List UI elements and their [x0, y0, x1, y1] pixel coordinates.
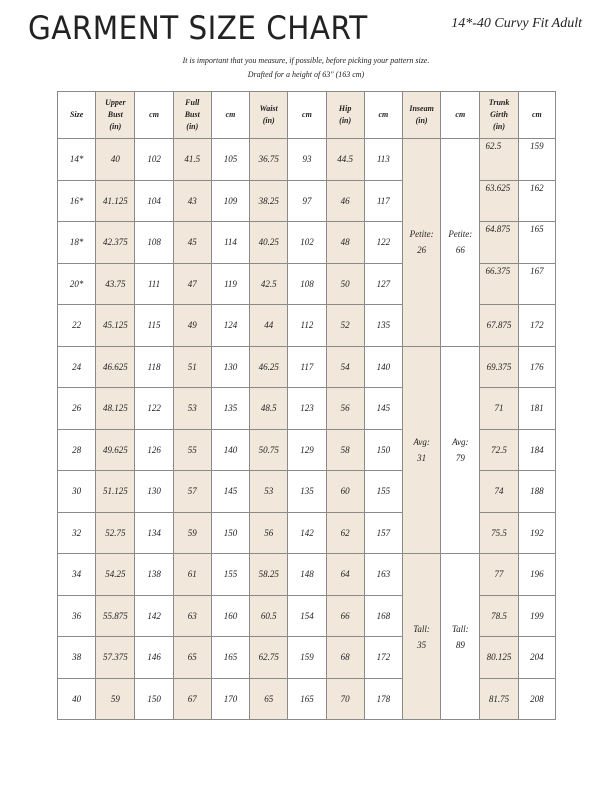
cell-upper-bust-cm: 138 — [135, 554, 173, 596]
cell-waist-in: 65 — [250, 678, 288, 720]
cell-full-bust-cm: 114 — [211, 222, 249, 264]
cell-value: 89 — [455, 639, 465, 650]
cell-value: 79 — [455, 452, 465, 463]
inseam-group-in — [402, 139, 440, 347]
size-range-subtitle: 14*-40 Curvy Fit Adult — [451, 16, 582, 31]
cell-upper-bust-cm: 104 — [135, 180, 173, 222]
cell-size: 20* — [58, 263, 96, 305]
table-row — [58, 678, 556, 720]
cell-value: 66.375 — [485, 265, 511, 276]
cell-upper-bust-cm: 115 — [135, 305, 173, 347]
header-hip: Hip (in) — [326, 92, 364, 139]
cell-trunk-cm — [518, 263, 555, 305]
table-row — [58, 388, 556, 430]
cell-trunk-cm: 199 — [518, 595, 555, 637]
cell-trunk-cm — [518, 180, 555, 222]
cell-upper-bust-in: 52.75 — [96, 512, 135, 554]
cell-full-bust-cm: 109 — [211, 180, 249, 222]
cell-waist-cm: 129 — [288, 429, 326, 471]
cell-full-bust-in: 43 — [173, 180, 211, 222]
cell-trunk-in: 77 — [480, 554, 518, 596]
cell-full-bust-cm: 150 — [211, 512, 249, 554]
cell-waist-in: 48.5 — [250, 388, 288, 430]
cell-trunk-cm: 192 — [518, 512, 555, 554]
cell-trunk-in: 78.5 — [480, 595, 518, 637]
cell-hip-cm: 135 — [364, 305, 402, 347]
cell-trunk-in: 80.125 — [480, 637, 518, 679]
cell-trunk-cm — [518, 139, 555, 181]
cell-waist-in: 56 — [250, 512, 288, 554]
cell-size: 28 — [58, 429, 96, 471]
cell-full-bust-cm: 130 — [211, 346, 249, 388]
cell-hip-cm: 163 — [364, 554, 402, 596]
cell-size: 24 — [58, 346, 96, 388]
cell-hip-in: 62 — [326, 512, 364, 554]
cell-upper-bust-cm: 134 — [135, 512, 173, 554]
cell-size: 14* — [58, 139, 96, 181]
cell-upper-bust-cm: 150 — [135, 678, 173, 720]
height-note: Drafted for a height of 63" (163 cm) — [247, 70, 365, 79]
cell-trunk-cm: 181 — [518, 388, 555, 430]
header-upper-bust-cm: cm — [135, 92, 173, 139]
cell-upper-bust-cm: 130 — [135, 471, 173, 513]
cell-hip-in: 56 — [326, 388, 364, 430]
cell-waist-in: 44 — [250, 305, 288, 347]
header-inseam: Inseam (in) — [402, 92, 440, 139]
table-row — [58, 305, 556, 347]
cell-waist-in: 62.75 — [250, 637, 288, 679]
cell-full-bust-in: 67 — [173, 678, 211, 720]
cell-size: 26 — [58, 388, 96, 430]
cell-size: 40 — [58, 678, 96, 720]
table-row — [58, 637, 556, 679]
cell-trunk-cm: 172 — [518, 305, 555, 347]
table-row — [58, 512, 556, 554]
size-chart-body — [58, 139, 556, 720]
cell-hip-cm: 145 — [364, 388, 402, 430]
table-row — [58, 346, 556, 388]
cell-full-bust-in: 55 — [173, 429, 211, 471]
cell-hip-cm: 157 — [364, 512, 402, 554]
header-inseam-cm: cm — [441, 92, 480, 139]
cell-waist-in: 42.5 — [250, 263, 288, 305]
cell-full-bust-in: 51 — [173, 346, 211, 388]
cell-trunk-cm: 176 — [518, 346, 555, 388]
size-chart-table — [57, 91, 556, 720]
cell-hip-in: 58 — [326, 429, 364, 471]
cell-value: Petite: — [409, 229, 434, 240]
cell-size: 34 — [58, 554, 96, 596]
cell-hip-cm: 178 — [364, 678, 402, 720]
cell-upper-bust-cm: 118 — [135, 346, 173, 388]
cell-size: 38 — [58, 637, 96, 679]
cell-upper-bust-in: 55.875 — [96, 595, 135, 637]
cell-value: 26 — [417, 245, 427, 256]
cell-hip-in: 46 — [326, 180, 364, 222]
table-row — [58, 222, 556, 264]
table-row — [58, 263, 556, 305]
cell-hip-cm: 172 — [364, 637, 402, 679]
cell-full-bust-cm: 135 — [211, 388, 249, 430]
cell-value: 31 — [417, 452, 427, 463]
cell-value: 165 — [530, 224, 544, 234]
cell-upper-bust-cm: 122 — [135, 388, 173, 430]
cell-upper-bust-cm: 102 — [135, 139, 173, 181]
cell-hip-cm: 127 — [364, 263, 402, 305]
cell-trunk-in: 74 — [480, 471, 518, 513]
cell-waist-cm: 112 — [288, 305, 326, 347]
cell-value: 62.5 — [485, 141, 502, 151]
cell-upper-bust-in: 54.25 — [96, 554, 135, 596]
cell-trunk-in: 72.5 — [480, 429, 518, 471]
cell-hip-in: 52 — [326, 305, 364, 347]
header-size: Size — [58, 92, 96, 139]
cell-full-bust-in: 41.5 — [173, 139, 211, 181]
cell-waist-in: 36.75 — [250, 139, 288, 181]
cell-size: 32 — [58, 512, 96, 554]
cell-waist-cm: 97 — [288, 180, 326, 222]
cell-hip-cm: 122 — [364, 222, 402, 264]
cell-waist-in: 38.25 — [250, 180, 288, 222]
cell-waist-cm: 93 — [288, 139, 326, 181]
cell-hip-cm: 150 — [364, 429, 402, 471]
cell-upper-bust-cm: 126 — [135, 429, 173, 471]
cell-upper-bust-in: 51.125 — [96, 471, 135, 513]
cell-full-bust-in: 59 — [173, 512, 211, 554]
cell-hip-in: 50 — [326, 263, 364, 305]
cell-value: Tall: — [413, 623, 430, 634]
cell-trunk-in: 69.375 — [480, 346, 518, 388]
cell-trunk-in: 81.75 — [480, 678, 518, 720]
cell-waist-cm: 154 — [288, 595, 326, 637]
cell-value: Petite: — [448, 229, 473, 240]
cell-upper-bust-cm: 146 — [135, 637, 173, 679]
cell-waist-in: 50.75 — [250, 429, 288, 471]
table-row — [58, 595, 556, 637]
cell-hip-cm: 113 — [364, 139, 402, 181]
cell-upper-bust-cm: 111 — [135, 263, 173, 305]
cell-upper-bust-in: 40 — [96, 139, 135, 181]
cell-trunk-cm — [518, 222, 555, 264]
cell-trunk-in: 75.5 — [480, 512, 518, 554]
cell-value: 35 — [417, 639, 427, 650]
cell-value: 167 — [530, 265, 544, 276]
cell-upper-bust-in: 46.625 — [96, 346, 135, 388]
cell-trunk-in: 67.875 — [480, 305, 518, 347]
cell-size: 16* — [58, 180, 96, 222]
cell-value: 162 — [530, 182, 544, 193]
table-row — [58, 471, 556, 513]
cell-full-bust-cm: 165 — [211, 637, 249, 679]
cell-full-bust-cm: 140 — [211, 429, 249, 471]
header-waist: Waist (in) — [250, 92, 288, 139]
cell-hip-in: 60 — [326, 471, 364, 513]
cell-upper-bust-in: 41.125 — [96, 180, 135, 222]
cell-trunk-cm: 188 — [518, 471, 555, 513]
cell-full-bust-cm: 105 — [211, 139, 249, 181]
cell-hip-in: 70 — [326, 678, 364, 720]
cell-value: 64.875 — [485, 224, 511, 234]
cell-waist-cm: 123 — [288, 388, 326, 430]
cell-hip-cm: 168 — [364, 595, 402, 637]
header-full-bust: Full Bust (in) — [173, 92, 211, 139]
cell-upper-bust-in: 45.125 — [96, 305, 135, 347]
cell-hip-cm: 140 — [364, 346, 402, 388]
cell-full-bust-cm: 155 — [211, 554, 249, 596]
header-trunk-girth: Trunk Girth (in) — [480, 92, 518, 139]
cell-full-bust-in: 47 — [173, 263, 211, 305]
cell-full-bust-in: 45 — [173, 222, 211, 264]
cell-full-bust-in: 65 — [173, 637, 211, 679]
cell-value: Avg: — [413, 436, 430, 447]
cell-full-bust-in: 57 — [173, 471, 211, 513]
page-title: GARMENT SIZE CHART — [28, 9, 368, 47]
cell-waist-in: 40.25 — [250, 222, 288, 264]
header-trunk-girth-cm: cm — [518, 92, 555, 139]
cell-upper-bust-in: 49.625 — [96, 429, 135, 471]
header-hip-cm: cm — [364, 92, 402, 139]
cell-waist-cm: 108 — [288, 263, 326, 305]
cell-waist-in: 60.5 — [250, 595, 288, 637]
measure-note: It is important that you measure, if possible, before picking your pattern size. — [182, 56, 430, 65]
header-upper-bust: Upper Bust (in) — [96, 92, 135, 139]
cell-trunk-cm: 208 — [518, 678, 555, 720]
cell-full-bust-in: 49 — [173, 305, 211, 347]
cell-waist-cm: 117 — [288, 346, 326, 388]
inseam-group-in — [402, 346, 440, 554]
cell-upper-bust-in: 59 — [96, 678, 135, 720]
cell-waist-in: 58.25 — [250, 554, 288, 596]
table-row — [58, 139, 556, 181]
cell-waist-in: 46.25 — [250, 346, 288, 388]
cell-full-bust-in: 53 — [173, 388, 211, 430]
cell-hip-in: 44.5 — [326, 139, 364, 181]
cell-waist-cm: 165 — [288, 678, 326, 720]
cell-waist-cm: 148 — [288, 554, 326, 596]
cell-trunk-cm: 184 — [518, 429, 555, 471]
cell-value: 159 — [530, 141, 544, 151]
inseam-group-in — [402, 554, 440, 720]
header-full-bust-cm: cm — [211, 92, 249, 139]
cell-waist-cm: 159 — [288, 637, 326, 679]
cell-trunk-in: 71 — [480, 388, 518, 430]
cell-full-bust-cm: 145 — [211, 471, 249, 513]
cell-full-bust-cm: 160 — [211, 595, 249, 637]
cell-value: Avg: — [452, 436, 469, 447]
cell-trunk-in — [480, 139, 518, 181]
cell-hip-in: 66 — [326, 595, 364, 637]
inseam-group-cm — [441, 139, 480, 347]
table-row — [58, 554, 556, 596]
cell-size: 18* — [58, 222, 96, 264]
table-row — [58, 180, 556, 222]
cell-hip-in: 54 — [326, 346, 364, 388]
cell-upper-bust-cm: 142 — [135, 595, 173, 637]
cell-full-bust-cm: 119 — [211, 263, 249, 305]
table-row — [58, 429, 556, 471]
cell-size: 22 — [58, 305, 96, 347]
cell-trunk-in — [480, 222, 518, 264]
cell-waist-cm: 142 — [288, 512, 326, 554]
cell-upper-bust-in: 57.375 — [96, 637, 135, 679]
cell-upper-bust-in: 48.125 — [96, 388, 135, 430]
cell-full-bust-in: 63 — [173, 595, 211, 637]
cell-size: 36 — [58, 595, 96, 637]
cell-waist-cm: 102 — [288, 222, 326, 264]
cell-hip-cm: 117 — [364, 180, 402, 222]
cell-trunk-in — [480, 263, 518, 305]
header-waist-cm: cm — [288, 92, 326, 139]
cell-value: 66 — [455, 245, 465, 256]
cell-waist-in: 53 — [250, 471, 288, 513]
cell-full-bust-in: 61 — [173, 554, 211, 596]
inseam-group-cm — [441, 346, 480, 554]
cell-value: 63.625 — [485, 182, 511, 193]
cell-trunk-cm: 204 — [518, 637, 555, 679]
header-row — [58, 92, 556, 139]
cell-trunk-cm: 196 — [518, 554, 555, 596]
cell-size: 30 — [58, 471, 96, 513]
cell-hip-in: 64 — [326, 554, 364, 596]
cell-waist-cm: 135 — [288, 471, 326, 513]
cell-upper-bust-cm: 108 — [135, 222, 173, 264]
cell-full-bust-cm: 124 — [211, 305, 249, 347]
cell-upper-bust-in: 42.375 — [96, 222, 135, 264]
cell-upper-bust-in: 43.75 — [96, 263, 135, 305]
cell-value: Tall: — [451, 623, 469, 634]
cell-full-bust-cm: 170 — [211, 678, 249, 720]
inseam-group-cm — [441, 554, 480, 720]
cell-trunk-in — [480, 180, 518, 222]
cell-hip-in: 68 — [326, 637, 364, 679]
cell-hip-in: 48 — [326, 222, 364, 264]
cell-hip-cm: 155 — [364, 471, 402, 513]
